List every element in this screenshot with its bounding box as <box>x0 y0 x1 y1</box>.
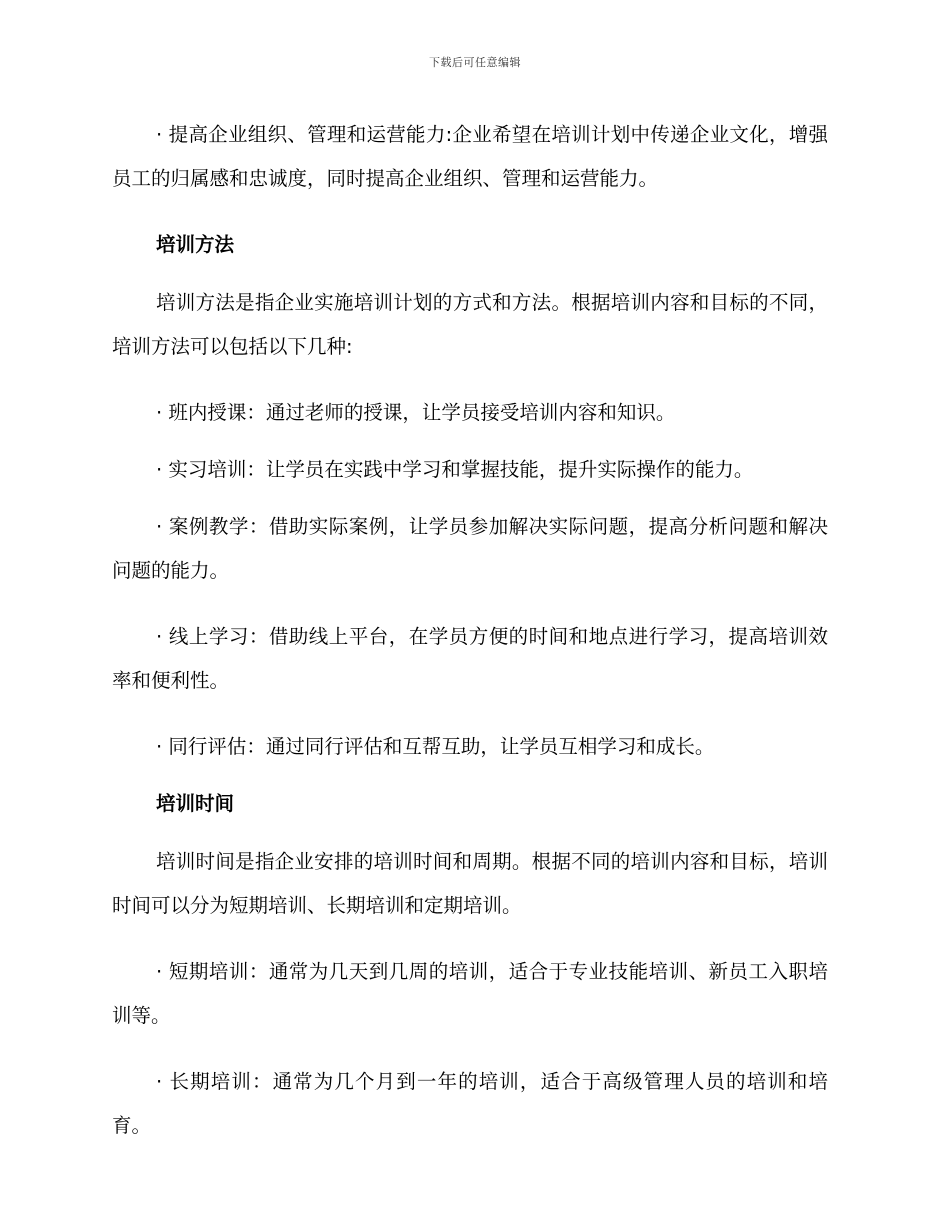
bullet-long-term-training: · 长期培训：通常为几个月到一年的培训，适合于高级管理人员的培训和培育。 <box>112 1070 828 1137</box>
section-heading-training-time: 培训时间 <box>156 792 235 815</box>
header-note: 下载后可任意编辑 <box>429 56 521 69</box>
bullet-classroom-teaching: · 班内授课：通过老师的授课，让学员接受培训内容和知识。 <box>156 401 676 424</box>
paragraph-training-methods-intro: 培训方法是指企业实施培训计划的方式和方法。根据培训内容和目标的不同，培训方法可以包括以下几种: <box>112 291 828 358</box>
bullet-short-term-training: · 短期培训：通常为几天到几周的培训，适合于专业技能培训、新员工入职培训等。 <box>112 960 828 1027</box>
bullet-case-teaching: · 案例教学：借助实际案例，让学员参加解决实际问题，提高分析问题和解决问题的能力。 <box>112 515 828 582</box>
bullet-paragraph-org-capability: · 提高企业组织、管理和运营能力:企业希望在培训计划中传递企业文化，增强员工的归属感和忠诚度，同时提高企业组织、管理和运营能力。 <box>112 123 828 190</box>
document-body <box>112 113 828 1170</box>
paragraph-training-time-intro: 培训时间是指企业安排的培训时间和周期。根据不同的培训内容和目标，培训时间可以分为短期培训、长期培训和定期培训。 <box>112 850 828 917</box>
bullet-online-learning: · 线上学习：借助线上平台，在学员方便的时间和地点进行学习，提高培训效率和便利性。 <box>112 625 828 692</box>
bullet-internship-training: · 实习培训：让学员在实践中学习和掌握技能，提升实际操作的能力。 <box>156 458 754 481</box>
bullet-peer-evaluation: · 同行评估：通过同行评估和互帮互助，让学员互相学习和成长。 <box>156 735 715 758</box>
section-heading-training-methods: 培训方法 <box>156 233 235 256</box>
